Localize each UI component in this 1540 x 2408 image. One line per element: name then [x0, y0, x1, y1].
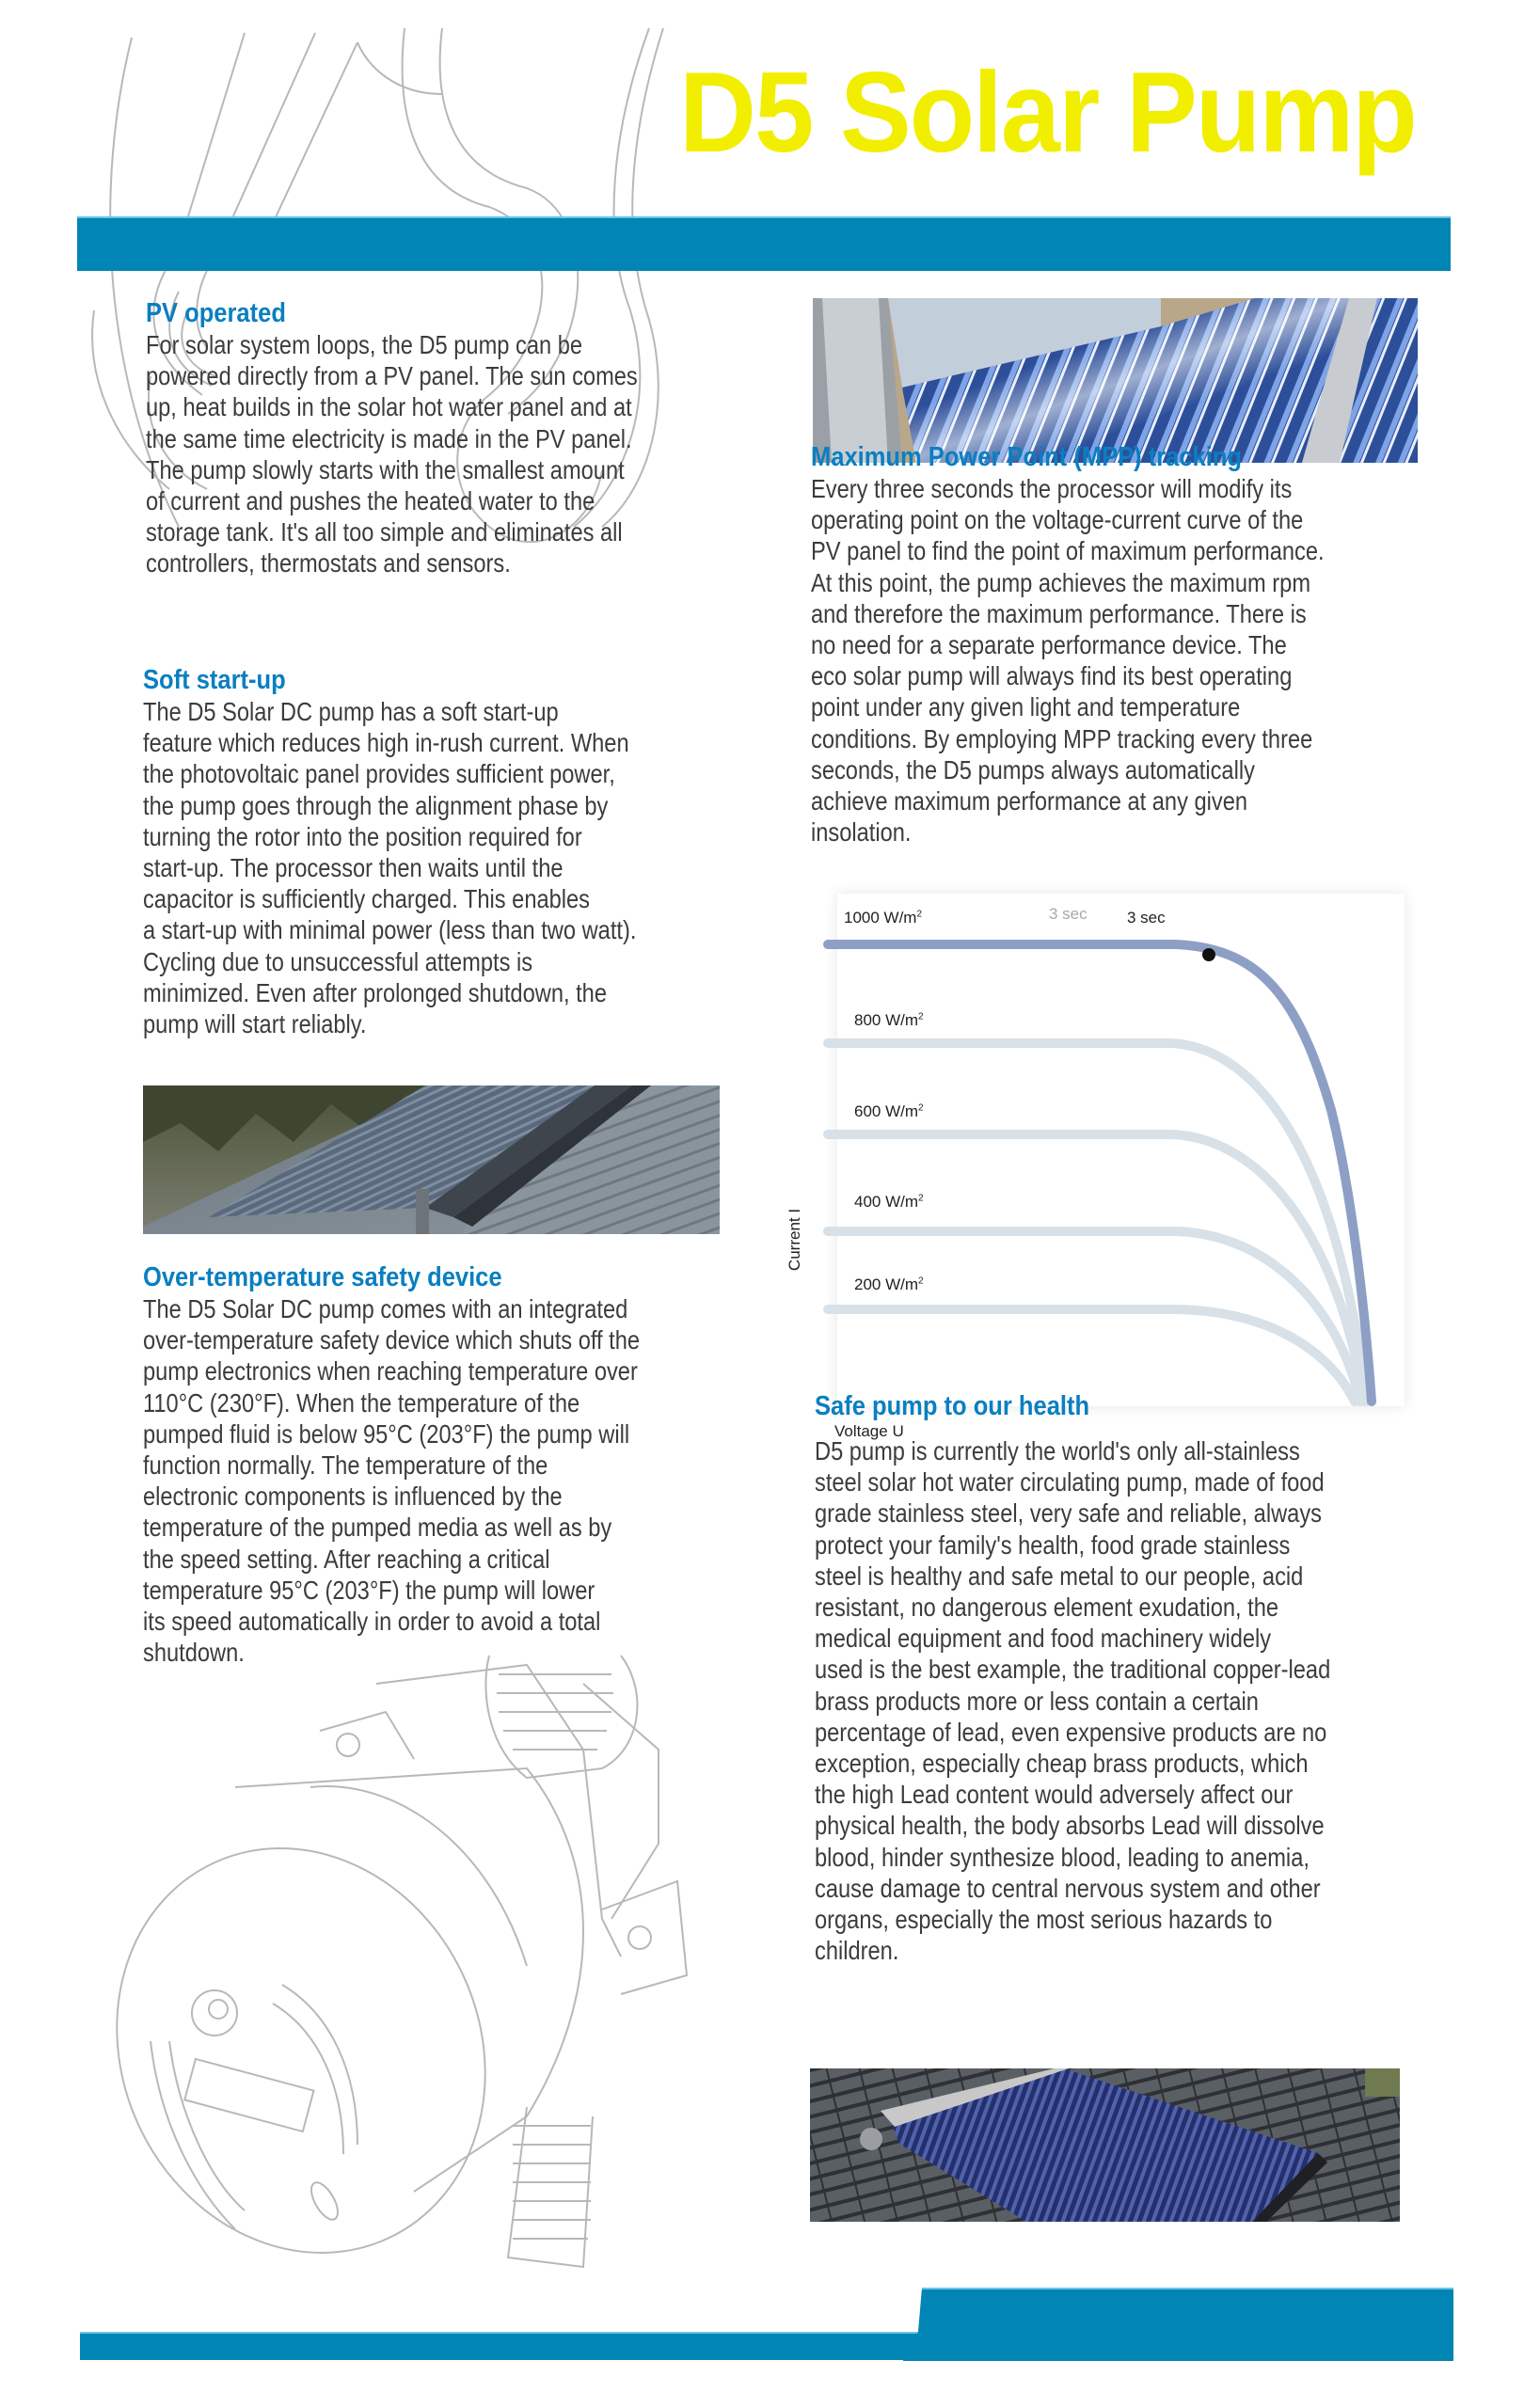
section-heading: Maximum Power Point (MPP) tracking	[811, 442, 1243, 472]
section-body: The D5 Solar DC pump has a soft start-up feature which reduces high in-rush current. When the photovoltaic panel provides sufficient power, the pump goes through the alignment phase by turning the rotor into the position required for start-up. The processor then waits until the capacitor is sufficiently charged. This enables a start-up with minimal power (less than two watt). Cycling due to unsuccessful attempts is minimized. Even after prolonged shutdown, the pump will start reliably.	[143, 697, 637, 1039]
section-body: The D5 Solar DC pump comes with an integrated over-temperature safety device which shuts off the pump electronics when reaching temperature over 110°C (230°F). When the temperature of the pumped fluid is below 95°C (203°F) the pump will function normally. The temperature of the electronic components is influenced by the temperature of the pumped media as well as by the speed setting. After reaching a critical temperature 95°C (203°F) the pump will lower its speed automatically in order to avoid a total shutdown.	[143, 1294, 641, 1668]
series-label-600: 600 $W/m^2$	[854, 1102, 924, 1120]
series-label-400: 400 $W/m^2$	[854, 1193, 924, 1211]
series-label-200: 200 $W/m^2$	[854, 1275, 924, 1293]
x-axis-label: Voltage U	[834, 1422, 904, 1440]
page-title: D5 Solar Pump	[679, 48, 1416, 176]
section-heading: PV operated	[146, 298, 286, 328]
tiled-roof-collector-photo	[810, 2068, 1400, 2222]
series-label-800: 800 $W/m^2$	[854, 1011, 924, 1029]
mpp-point-marker	[1202, 948, 1215, 961]
section-body: Every three seconds the processor will modify its operating point on the voltage-current curve of the PV panel to find the point of maximum performance. At this point, the pump achieves the maximum rpm and therefore the maximum performance. There is no need for a separate performance device. The eco solar pump will always find its best operating point under any given light and temperature conditions. By employing MPP tracking every three seconds, the D5 pumps always automatically achieve maximum performance at any given insolation.	[811, 474, 1325, 848]
section-heading: Safe pump to our health	[815, 1391, 1090, 1421]
footer-accent-bar	[80, 2332, 927, 2360]
section-body: D5 pump is currently the world's only all-stainless steel solar hot water circulating pump, made of food grade stainless steel, very safe and reliable, always protect your family's health, food grade stainless steel is healthy and safe metal to our people, acid resistant, no dangerous element exudation, the medical equipment and food machinery widely used is the best example, the traditional copper-lead brass products more or less contain a certain percentage of lead, even expensive products are no exception, especially cheap brass products, which the high Lead content would adversely affect our physical health, the body absorbs Lead will dissolve blood, hinder synthesize blood, leading to anemia, cause damage to central nervous system and other organs, especially the most serious hazards to children.	[815, 1436, 1331, 1966]
annotation-current-3sec: 3 sec	[1127, 909, 1166, 927]
y-axis-label: Current I	[786, 1208, 804, 1272]
series-label-1000: 1000 $W/m^2$	[844, 909, 923, 927]
section-heading: Over-temperature safety device	[143, 1262, 502, 1292]
section-heading: Soft start-up	[143, 665, 286, 695]
section-safe-health	[815, 1390, 1417, 1966]
annotation-prev-3sec: 3 sec	[1049, 905, 1088, 923]
footer-accent-block	[903, 2288, 1453, 2361]
section-body: For solar system loops, the D5 pump can be powered directly from a PV panel. The sun comes up, heat builds in the solar hot water panel and at the same time electricity is made in the PV panel. The pump slowly starts with the smallest amount of current and pushes the heated water to the storage tank. It's all too simple and eliminates all controllers, thermostats and sensors.	[146, 330, 638, 578]
